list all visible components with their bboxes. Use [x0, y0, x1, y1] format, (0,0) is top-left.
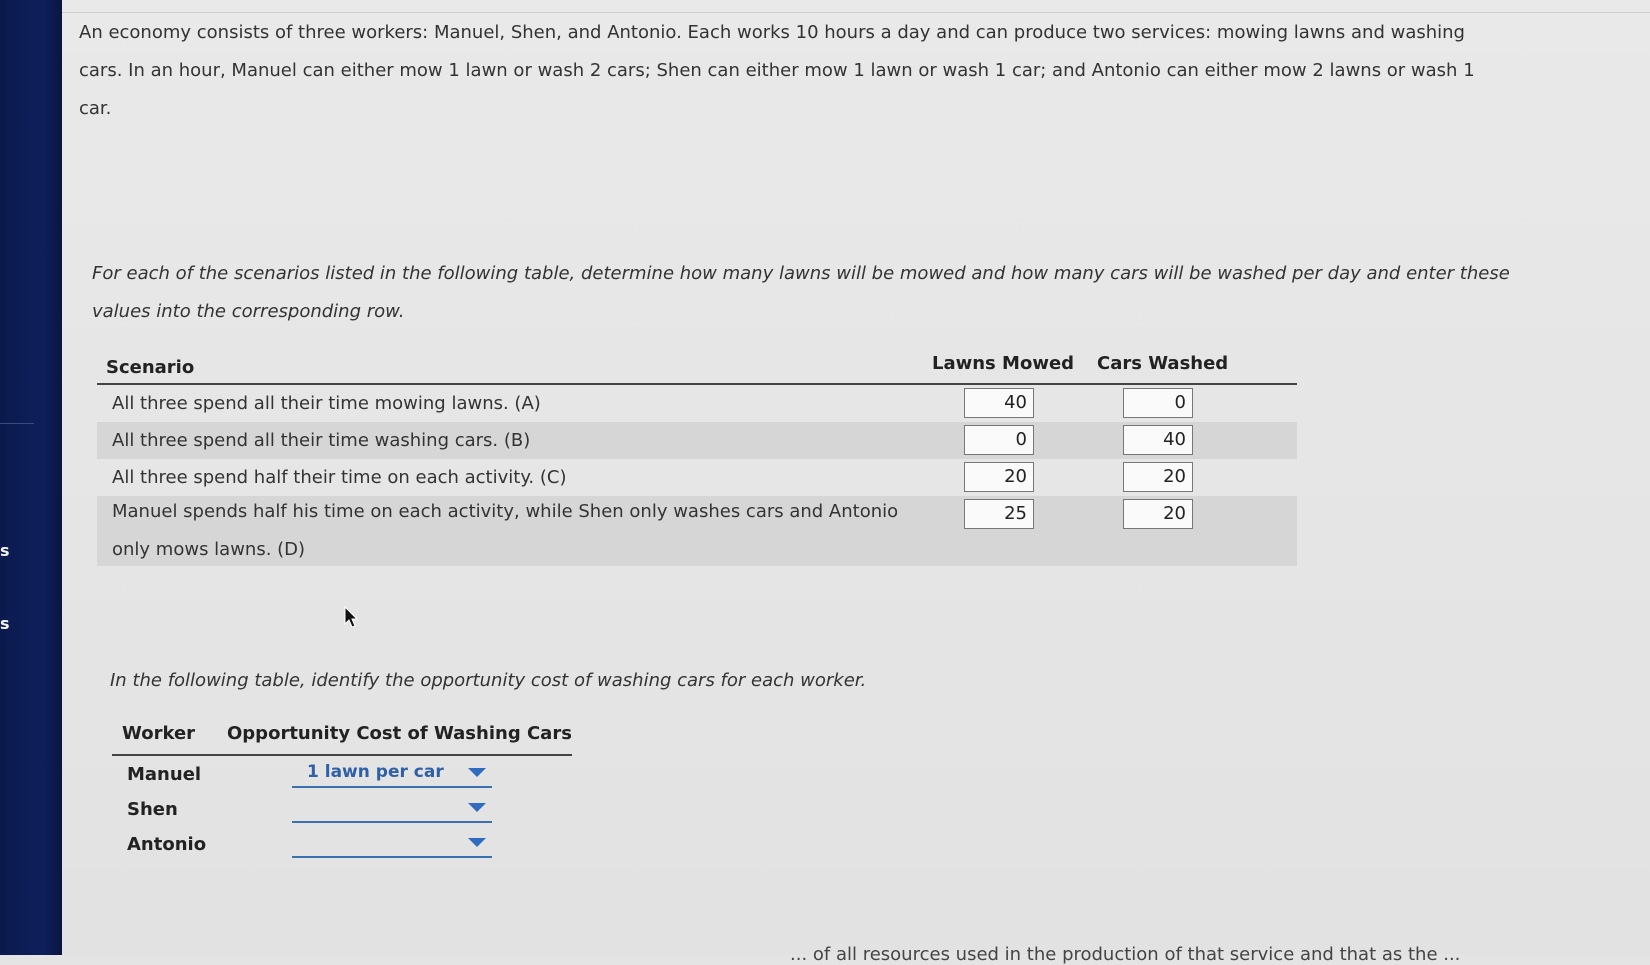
scenario-instruction: For each of the scenarios listed in the following table, determine how many lawns will be mowed and how many cars will be washed per day and enter these values into the corresponding row. — [92, 263, 1510, 322]
table-row — [97, 385, 1297, 422]
opportunity-table-header — [112, 718, 572, 756]
dropdown-selected-value: 1 lawn per car — [307, 762, 444, 782]
mouse-cursor-icon — [344, 606, 360, 630]
scenario-label: All three spend half their time on each activity. (C) — [112, 467, 567, 488]
caret-down-icon — [468, 838, 486, 847]
table-row — [97, 496, 1297, 566]
scenario-label: All three spend all their time mowing lawns. (A) — [112, 393, 541, 414]
scenario-header: Scenario — [106, 357, 195, 378]
cars-washed-input[interactable]: 20 — [1123, 462, 1193, 492]
caret-down-icon — [468, 803, 486, 812]
opportunity-cost-dropdown[interactable] — [292, 760, 492, 788]
lawns-mowed-input[interactable]: 40 — [964, 388, 1034, 418]
worker-name: Antonio — [127, 834, 207, 855]
opportunity-cost-table — [112, 718, 572, 861]
cut-off-text: ... of all resources used in the production of that service and that as the ... — [790, 944, 1461, 965]
worker-name: Shen — [127, 799, 178, 820]
sidebar-letter[interactable]: s — [0, 614, 10, 633]
opportunity-cost-dropdown[interactable] — [292, 830, 492, 858]
cars-washed-header: Cars Washed — [1097, 353, 1229, 374]
caret-down-icon — [468, 768, 486, 777]
left-sidebar — [0, 0, 62, 955]
intro-paragraph: An economy consists of three workers: Manuel, Shen, and Antonio. Each works 10 hours a day and can produce two services: mowing lawns and washing cars. In an hour, Manuel can either mow 1 lawn or wash 2 cars; Shen can either mow 1 lawn or wash 1 car; and Antonio can either mow 2 lawns or wash 1 car. — [79, 22, 1475, 119]
cars-washed-input[interactable]: 40 — [1123, 425, 1193, 455]
cars-washed-input[interactable]: 0 — [1123, 388, 1193, 418]
table-row — [97, 422, 1297, 459]
sidebar-divider — [0, 423, 34, 424]
opportunity-cost-dropdown[interactable] — [292, 795, 492, 823]
opportunity-cost-header: Opportunity Cost of Washing Cars — [227, 723, 572, 744]
scenario-table-header — [97, 345, 1297, 385]
lawns-mowed-input[interactable]: 20 — [964, 462, 1034, 492]
worker-row — [112, 826, 572, 861]
lawns-mowed-input[interactable]: 0 — [964, 425, 1034, 455]
worker-row — [112, 791, 572, 826]
table-row — [97, 459, 1297, 496]
sidebar-letter[interactable]: s — [0, 541, 10, 560]
worker-header: Worker — [122, 723, 196, 744]
worker-row — [112, 756, 572, 791]
lawns-mowed-header: Lawns Mowed — [932, 353, 1075, 374]
scenario-label: Manuel spends half his time on each activity, while Shen only washes cars and Antonio only mows lawns. (D) — [112, 501, 899, 560]
top-divider — [62, 12, 1650, 13]
scenario-label: All three spend all their time washing cars. (B) — [112, 430, 531, 451]
worker-name: Manuel — [127, 764, 202, 785]
cars-washed-input[interactable]: 20 — [1123, 499, 1193, 529]
opportunity-cost-instruction: In the following table, identify the opportunity cost of washing cars for each worker. — [110, 670, 867, 691]
scenario-table — [97, 345, 1297, 566]
lawns-mowed-input[interactable]: 25 — [964, 499, 1034, 529]
question-content — [62, 0, 1650, 965]
